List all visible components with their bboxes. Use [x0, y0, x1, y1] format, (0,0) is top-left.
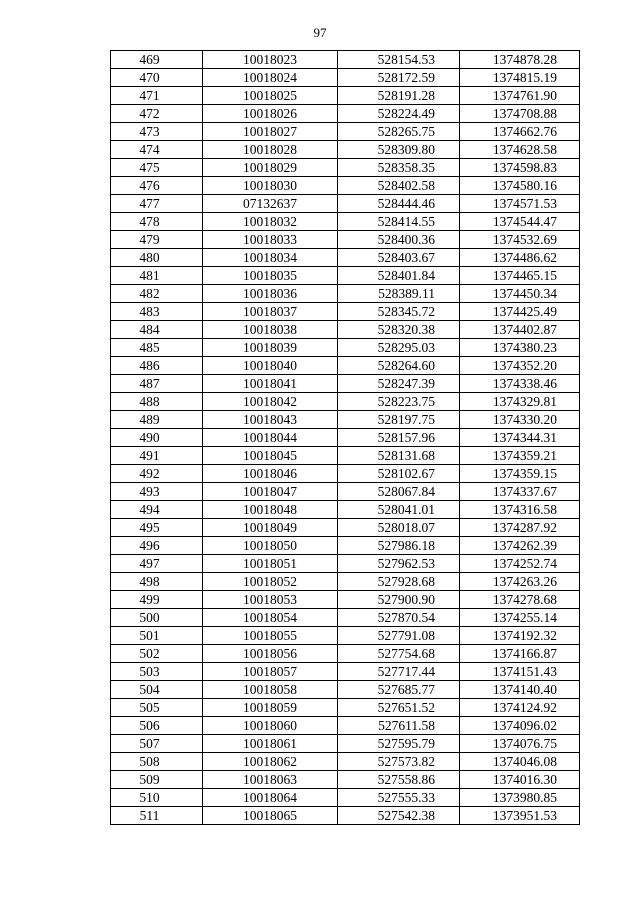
table-row [111, 807, 580, 825]
x-coordinate-cell: 527651.52 [338, 699, 460, 717]
table-row [111, 69, 580, 87]
coordinates-table [110, 50, 580, 825]
point-id-cell: 10018023 [203, 51, 338, 69]
table-row [111, 735, 580, 753]
x-coordinate-cell: 528295.03 [338, 339, 460, 357]
point-id-cell: 10018061 [203, 735, 338, 753]
point-id-cell: 10018052 [203, 573, 338, 591]
x-coordinate-cell: 528197.75 [338, 411, 460, 429]
row-index-cell: 481 [111, 267, 203, 285]
y-coordinate-cell: 1373980.85 [460, 789, 580, 807]
row-index-cell: 509 [111, 771, 203, 789]
x-coordinate-cell: 528414.55 [338, 213, 460, 231]
row-index-cell: 476 [111, 177, 203, 195]
x-coordinate-cell: 527928.68 [338, 573, 460, 591]
table-row [111, 231, 580, 249]
point-id-cell: 10018058 [203, 681, 338, 699]
y-coordinate-cell: 1374380.23 [460, 339, 580, 357]
y-coordinate-cell: 1374262.39 [460, 537, 580, 555]
table-row [111, 87, 580, 105]
y-coordinate-cell: 1374252.74 [460, 555, 580, 573]
row-index-cell: 472 [111, 105, 203, 123]
point-id-cell: 10018054 [203, 609, 338, 627]
row-index-cell: 469 [111, 51, 203, 69]
x-coordinate-cell: 528400.36 [338, 231, 460, 249]
y-coordinate-cell: 1374352.20 [460, 357, 580, 375]
row-index-cell: 492 [111, 465, 203, 483]
x-coordinate-cell: 527555.33 [338, 789, 460, 807]
x-coordinate-cell: 528191.28 [338, 87, 460, 105]
y-coordinate-cell: 1374151.43 [460, 663, 580, 681]
table-row [111, 357, 580, 375]
row-index-cell: 499 [111, 591, 203, 609]
point-id-cell: 10018046 [203, 465, 338, 483]
x-coordinate-cell: 527986.18 [338, 537, 460, 555]
x-coordinate-cell: 527573.82 [338, 753, 460, 771]
row-index-cell: 475 [111, 159, 203, 177]
y-coordinate-cell: 1374329.81 [460, 393, 580, 411]
table-row [111, 609, 580, 627]
y-coordinate-cell: 1374662.76 [460, 123, 580, 141]
y-coordinate-cell: 1374761.90 [460, 87, 580, 105]
row-index-cell: 494 [111, 501, 203, 519]
row-index-cell: 489 [111, 411, 203, 429]
x-coordinate-cell: 527900.90 [338, 591, 460, 609]
x-coordinate-cell: 528224.49 [338, 105, 460, 123]
y-coordinate-cell: 1374166.87 [460, 645, 580, 663]
row-index-cell: 510 [111, 789, 203, 807]
row-index-cell: 478 [111, 213, 203, 231]
table-row [111, 213, 580, 231]
row-index-cell: 496 [111, 537, 203, 555]
x-coordinate-cell: 527754.68 [338, 645, 460, 663]
y-coordinate-cell: 1374402.87 [460, 321, 580, 339]
table-row [111, 447, 580, 465]
table-row [111, 375, 580, 393]
point-id-cell: 07132637 [203, 195, 338, 213]
x-coordinate-cell: 528131.68 [338, 447, 460, 465]
point-id-cell: 10018035 [203, 267, 338, 285]
row-index-cell: 473 [111, 123, 203, 141]
row-index-cell: 488 [111, 393, 203, 411]
point-id-cell: 10018055 [203, 627, 338, 645]
y-coordinate-cell: 1374450.34 [460, 285, 580, 303]
x-coordinate-cell: 527558.86 [338, 771, 460, 789]
point-id-cell: 10018064 [203, 789, 338, 807]
point-id-cell: 10018032 [203, 213, 338, 231]
x-coordinate-cell: 528402.58 [338, 177, 460, 195]
x-coordinate-cell: 528223.75 [338, 393, 460, 411]
row-index-cell: 501 [111, 627, 203, 645]
table-row [111, 771, 580, 789]
x-coordinate-cell: 527611.58 [338, 717, 460, 735]
row-index-cell: 482 [111, 285, 203, 303]
row-index-cell: 480 [111, 249, 203, 267]
table-row [111, 141, 580, 159]
y-coordinate-cell: 1374465.15 [460, 267, 580, 285]
point-id-cell: 10018034 [203, 249, 338, 267]
table-row [111, 645, 580, 663]
row-index-cell: 470 [111, 69, 203, 87]
y-coordinate-cell: 1374192.32 [460, 627, 580, 645]
x-coordinate-cell: 528265.75 [338, 123, 460, 141]
y-coordinate-cell: 1374571.53 [460, 195, 580, 213]
point-id-cell: 10018024 [203, 69, 338, 87]
point-id-cell: 10018062 [203, 753, 338, 771]
point-id-cell: 10018030 [203, 177, 338, 195]
table-row [111, 789, 580, 807]
x-coordinate-cell: 527685.77 [338, 681, 460, 699]
table-row [111, 303, 580, 321]
y-coordinate-cell: 1374287.92 [460, 519, 580, 537]
x-coordinate-cell: 527542.38 [338, 807, 460, 825]
x-coordinate-cell: 528154.53 [338, 51, 460, 69]
point-id-cell: 10018044 [203, 429, 338, 447]
x-coordinate-cell: 528172.59 [338, 69, 460, 87]
table-row [111, 591, 580, 609]
table-row [111, 249, 580, 267]
point-id-cell: 10018047 [203, 483, 338, 501]
table-row [111, 267, 580, 285]
point-id-cell: 10018027 [203, 123, 338, 141]
x-coordinate-cell: 528018.07 [338, 519, 460, 537]
point-id-cell: 10018063 [203, 771, 338, 789]
row-index-cell: 490 [111, 429, 203, 447]
point-id-cell: 10018029 [203, 159, 338, 177]
row-index-cell: 500 [111, 609, 203, 627]
row-index-cell: 506 [111, 717, 203, 735]
table-row [111, 483, 580, 501]
table-row [111, 501, 580, 519]
row-index-cell: 477 [111, 195, 203, 213]
point-id-cell: 10018038 [203, 321, 338, 339]
row-index-cell: 487 [111, 375, 203, 393]
row-index-cell: 493 [111, 483, 203, 501]
x-coordinate-cell: 528247.39 [338, 375, 460, 393]
table-row [111, 195, 580, 213]
x-coordinate-cell: 528102.67 [338, 465, 460, 483]
table-row [111, 699, 580, 717]
table-row [111, 555, 580, 573]
point-id-cell: 10018042 [203, 393, 338, 411]
row-index-cell: 511 [111, 807, 203, 825]
row-index-cell: 508 [111, 753, 203, 771]
y-coordinate-cell: 1374338.46 [460, 375, 580, 393]
point-id-cell: 10018051 [203, 555, 338, 573]
y-coordinate-cell: 1374140.40 [460, 681, 580, 699]
point-id-cell: 10018043 [203, 411, 338, 429]
row-index-cell: 507 [111, 735, 203, 753]
row-index-cell: 484 [111, 321, 203, 339]
x-coordinate-cell: 528309.80 [338, 141, 460, 159]
table-row [111, 411, 580, 429]
table-row [111, 663, 580, 681]
row-index-cell: 503 [111, 663, 203, 681]
row-index-cell: 498 [111, 573, 203, 591]
y-coordinate-cell: 1374330.20 [460, 411, 580, 429]
table-row [111, 123, 580, 141]
point-id-cell: 10018028 [203, 141, 338, 159]
point-id-cell: 10018053 [203, 591, 338, 609]
y-coordinate-cell: 1374359.21 [460, 447, 580, 465]
y-coordinate-cell: 1374046.08 [460, 753, 580, 771]
x-coordinate-cell: 527962.53 [338, 555, 460, 573]
row-index-cell: 479 [111, 231, 203, 249]
row-index-cell: 495 [111, 519, 203, 537]
y-coordinate-cell: 1374076.75 [460, 735, 580, 753]
point-id-cell: 10018040 [203, 357, 338, 375]
y-coordinate-cell: 1374708.88 [460, 105, 580, 123]
table-row [111, 393, 580, 411]
point-id-cell: 10018026 [203, 105, 338, 123]
table-row [111, 51, 580, 69]
row-index-cell: 483 [111, 303, 203, 321]
x-coordinate-cell: 528358.35 [338, 159, 460, 177]
y-coordinate-cell: 1374532.69 [460, 231, 580, 249]
y-coordinate-cell: 1374486.62 [460, 249, 580, 267]
point-id-cell: 10018050 [203, 537, 338, 555]
point-id-cell: 10018033 [203, 231, 338, 249]
y-coordinate-cell: 1374628.58 [460, 141, 580, 159]
y-coordinate-cell: 1373951.53 [460, 807, 580, 825]
row-index-cell: 497 [111, 555, 203, 573]
y-coordinate-cell: 1374316.58 [460, 501, 580, 519]
row-index-cell: 505 [111, 699, 203, 717]
table-row [111, 465, 580, 483]
x-coordinate-cell: 528157.96 [338, 429, 460, 447]
y-coordinate-cell: 1374544.47 [460, 213, 580, 231]
y-coordinate-cell: 1374278.68 [460, 591, 580, 609]
table-row [111, 681, 580, 699]
table-row [111, 429, 580, 447]
table-row [111, 753, 580, 771]
y-coordinate-cell: 1374598.83 [460, 159, 580, 177]
y-coordinate-cell: 1374425.49 [460, 303, 580, 321]
y-coordinate-cell: 1374255.14 [460, 609, 580, 627]
row-index-cell: 486 [111, 357, 203, 375]
y-coordinate-cell: 1374359.15 [460, 465, 580, 483]
page-number: 97 [313, 25, 327, 40]
y-coordinate-cell: 1374096.02 [460, 717, 580, 735]
y-coordinate-cell: 1374878.28 [460, 51, 580, 69]
point-id-cell: 10018037 [203, 303, 338, 321]
row-index-cell: 491 [111, 447, 203, 465]
x-coordinate-cell: 527791.08 [338, 627, 460, 645]
y-coordinate-cell: 1374344.31 [460, 429, 580, 447]
table-row [111, 627, 580, 645]
point-id-cell: 10018025 [203, 87, 338, 105]
table-row [111, 339, 580, 357]
point-id-cell: 10018041 [203, 375, 338, 393]
row-index-cell: 471 [111, 87, 203, 105]
x-coordinate-cell: 528264.60 [338, 357, 460, 375]
x-coordinate-cell: 528345.72 [338, 303, 460, 321]
point-id-cell: 10018059 [203, 699, 338, 717]
x-coordinate-cell: 528067.84 [338, 483, 460, 501]
y-coordinate-cell: 1374124.92 [460, 699, 580, 717]
y-coordinate-cell: 1374580.16 [460, 177, 580, 195]
y-coordinate-cell: 1374815.19 [460, 69, 580, 87]
table-row [111, 537, 580, 555]
point-id-cell: 10018048 [203, 501, 338, 519]
row-index-cell: 474 [111, 141, 203, 159]
point-id-cell: 10018057 [203, 663, 338, 681]
point-id-cell: 10018060 [203, 717, 338, 735]
table-row [111, 321, 580, 339]
table-row [111, 519, 580, 537]
y-coordinate-cell: 1374016.30 [460, 771, 580, 789]
coordinates-table-body [111, 51, 580, 825]
table-row [111, 573, 580, 591]
point-id-cell: 10018065 [203, 807, 338, 825]
row-index-cell: 502 [111, 645, 203, 663]
table-row [111, 717, 580, 735]
y-coordinate-cell: 1374263.26 [460, 573, 580, 591]
point-id-cell: 10018036 [203, 285, 338, 303]
x-coordinate-cell: 528320.38 [338, 321, 460, 339]
table-row [111, 285, 580, 303]
row-index-cell: 504 [111, 681, 203, 699]
x-coordinate-cell: 527595.79 [338, 735, 460, 753]
x-coordinate-cell: 528401.84 [338, 267, 460, 285]
table-row [111, 159, 580, 177]
x-coordinate-cell: 528389.11 [338, 285, 460, 303]
x-coordinate-cell: 527870.54 [338, 609, 460, 627]
table-row [111, 177, 580, 195]
y-coordinate-cell: 1374337.67 [460, 483, 580, 501]
point-id-cell: 10018045 [203, 447, 338, 465]
table-row [111, 105, 580, 123]
row-index-cell: 485 [111, 339, 203, 357]
point-id-cell: 10018049 [203, 519, 338, 537]
point-id-cell: 10018056 [203, 645, 338, 663]
x-coordinate-cell: 528403.67 [338, 249, 460, 267]
point-id-cell: 10018039 [203, 339, 338, 357]
x-coordinate-cell: 527717.44 [338, 663, 460, 681]
x-coordinate-cell: 528041.01 [338, 501, 460, 519]
x-coordinate-cell: 528444.46 [338, 195, 460, 213]
